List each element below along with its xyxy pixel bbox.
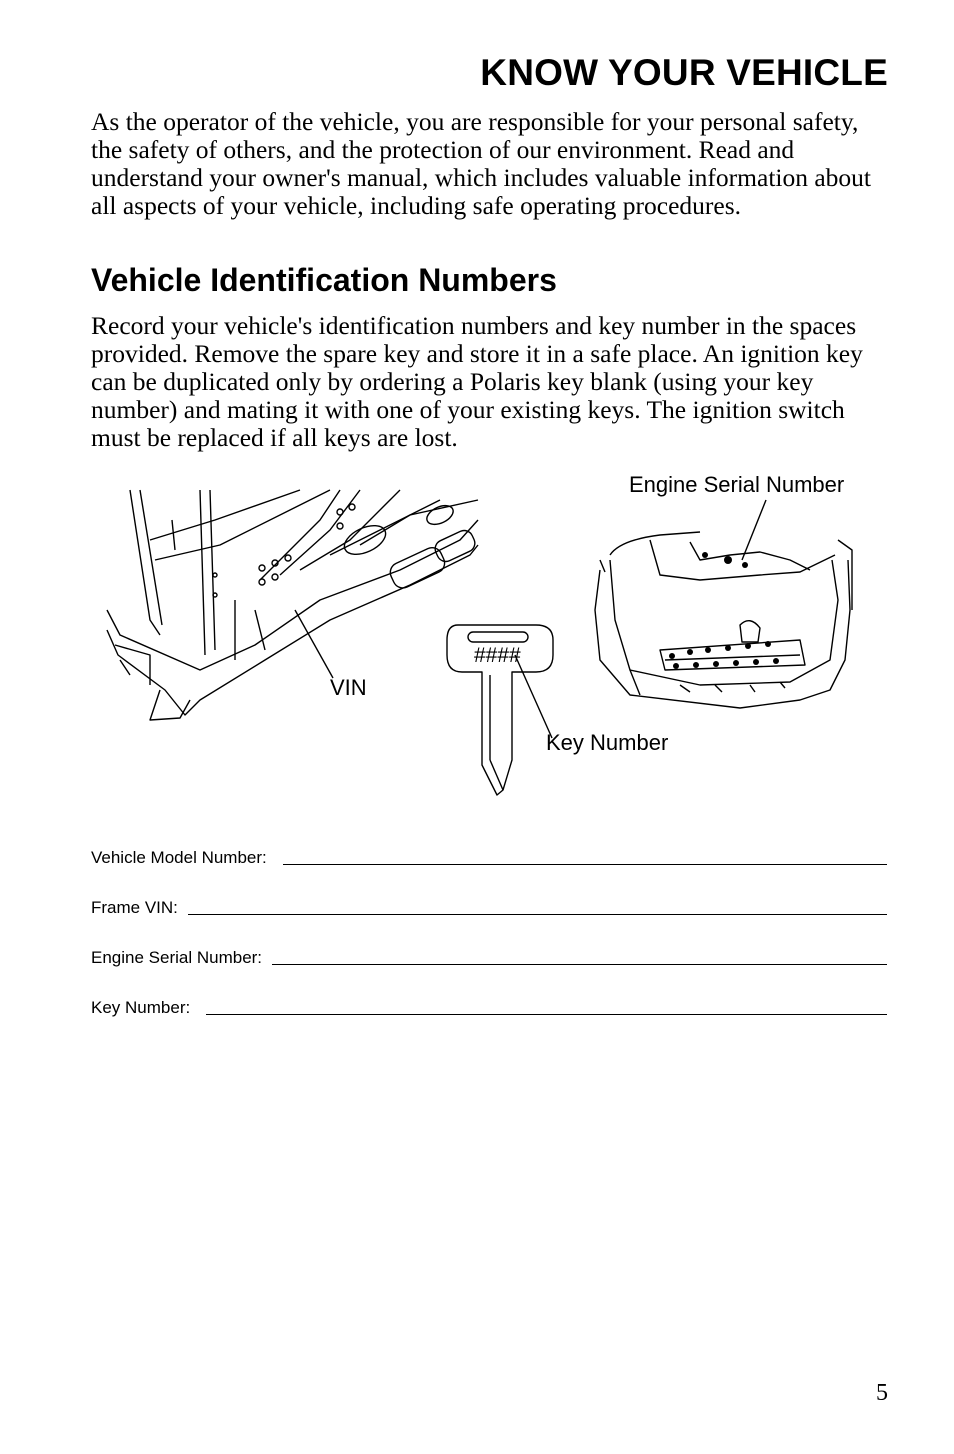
vehicle-model-number-row xyxy=(91,840,887,868)
key-number-field[interactable] xyxy=(206,1013,887,1015)
id-record-form xyxy=(91,840,887,1040)
page-number: 5 xyxy=(876,1380,888,1406)
intro-paragraph: As the operator of the vehicle, you are responsible for your personal safety, the safety of others, and the protection of our environment. Read and understand your owner's manual, which includes valuable information about all aspects of your vehicle, including safe operating procedures. xyxy=(91,107,872,220)
vin-leader-line xyxy=(295,610,333,678)
vehicle-id-illustration xyxy=(0,460,954,820)
engine-serial-number-field[interactable] xyxy=(272,963,887,965)
page-title: KNOW YOUR VEHICLE xyxy=(480,52,888,93)
frame-vin-label: Frame VIN: xyxy=(91,898,178,917)
vin-callout: VIN xyxy=(330,675,367,700)
vehicle-model-number-field[interactable] xyxy=(283,863,887,865)
frame-vin-field[interactable] xyxy=(188,913,887,915)
engine-serial-number-label: Engine Serial Number: xyxy=(91,948,263,967)
key-number-row xyxy=(91,990,887,1018)
key-code-label: #### xyxy=(474,644,521,667)
engine-serial-number-row xyxy=(91,940,887,968)
vehicle-id-figure xyxy=(0,460,954,820)
engine-leader-line xyxy=(742,500,766,560)
engine-compartment-drawing xyxy=(595,532,852,708)
vehicle-model-number-label: Vehicle Model Number: xyxy=(91,848,267,867)
engine-serial-callout: Engine Serial Number xyxy=(629,472,845,497)
key-number-label: Key Number: xyxy=(91,998,191,1017)
section-heading: Vehicle Identification Numbers xyxy=(91,262,557,298)
section-paragraph: Record your vehicle's identification numbers and key number in the spaces provided. Remove the spare key and store it in a safe place. An ignition key can be duplicated only by ordering a Polaris key blank (using your key number) and mating it with one of your existing keys. The ignition switch must be replaced if all keys are lost. xyxy=(91,311,863,452)
key-number-callout: Key Number xyxy=(546,730,669,755)
frame-drawing xyxy=(107,490,478,720)
frame-vin-row xyxy=(91,890,887,918)
engine-detail-marks xyxy=(669,552,779,669)
